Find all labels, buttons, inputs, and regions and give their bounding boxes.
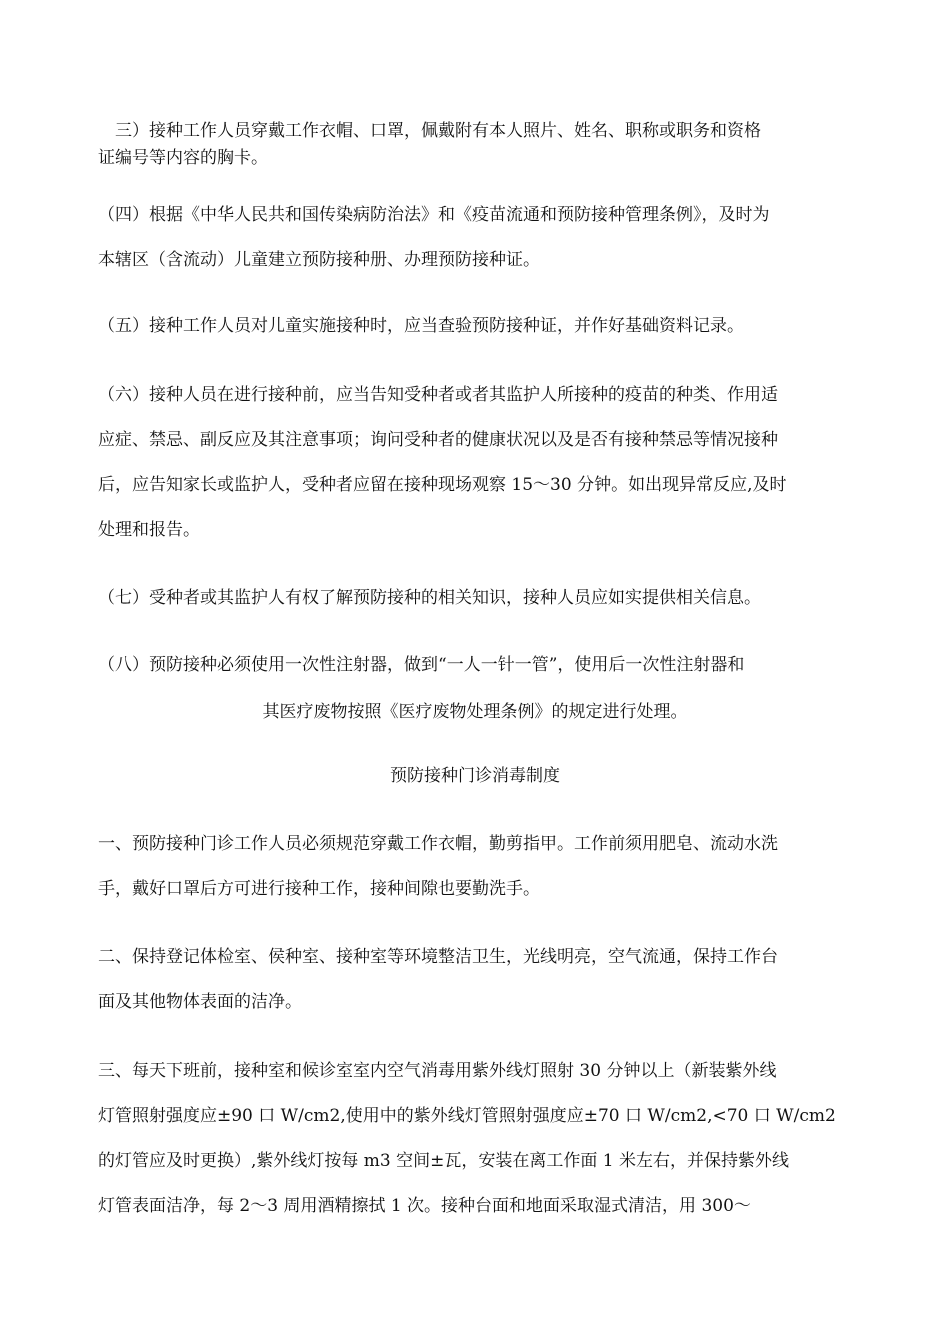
- text-line: （五）接种工作人员对儿童实施接种时，应当查验预防接种证，并作好基础资料记录。: [98, 316, 744, 336]
- paragraph-4: [98, 193, 868, 283]
- text-line: 应症、禁忌、副反应及其注意事项；询问受种者的健康状况以及是否有接种禁忌等情况接种: [98, 430, 778, 450]
- text-line: （七）受种者或其监护人有权了解预防接种的相关知识，接种人员应如实提供相关信息。: [98, 588, 761, 608]
- rule-item-2: [98, 935, 868, 1025]
- paragraph-8-continuation: 其医疗废物按照《医疗废物处理条例》的规定进行处理。: [262, 702, 688, 722]
- text-line: 的灯管应及时更换）,紫外线灯按每 m3 空间±瓦，安装在离工作面 1 米左右，并保持紫外线: [98, 1151, 790, 1171]
- text-line: 后，应告知家长或监护人，受种者应留在接种现场观察 15〜30 分钟。如出现异常反应,及时: [98, 475, 787, 495]
- text-line: （六）接种人员在进行接种前，应当告知受种者或者其监护人所接种的疫苗的种类、作用适: [98, 385, 778, 405]
- section-title: 预防接种门诊消毒制度: [390, 766, 560, 786]
- text-line: （八）预防接种必须使用一次性注射器，做到“一人一针一管”，使用后一次性注射器和: [98, 655, 745, 675]
- paragraph-5: [98, 304, 868, 349]
- text-line: 本辖区（含流动）儿童建立预防接种册、办理预防接种证。: [98, 250, 540, 270]
- text-line: 二、保持登记体检室、侯种室、接种室等环境整洁卫生，光线明亮，空气流通，保持工作台: [98, 947, 778, 967]
- text-line: 灯管表面洁净，每 2〜3 周用酒精擦拭 1 次。接种台面和地面采取湿式清洁，用 300〜: [98, 1196, 751, 1216]
- text-line: 证编号等内容的胸卡。: [98, 148, 268, 168]
- paragraph-6: [98, 373, 868, 553]
- paragraph-3: [98, 118, 868, 172]
- text-line: （四）根据《中华人民共和国传染病防治法》和《疫苗流通和预防接种管理条例》，及时为: [98, 205, 770, 225]
- text-line: 三）接种工作人员穿戴工作衣帽、口罩，佩戴附有本人照片、姓名、职称或职务和资格: [98, 121, 761, 141]
- rule-item-3: [98, 1049, 868, 1229]
- paragraph-8: [98, 652, 868, 679]
- text-line: 处理和报告。: [98, 520, 200, 540]
- text-line: 三、每天下班前，接种室和候诊室室内空气消毒用紫外线灯照射 30 分钟以上（新装紫外线: [98, 1061, 777, 1081]
- text-line: 手，戴好口罩后方可进行接种工作，接种间隙也要勤洗手。: [98, 879, 540, 899]
- rule-item-1: [98, 822, 868, 912]
- text-line: 面及其他物体表面的洁净。: [98, 992, 302, 1012]
- paragraph-7: [98, 576, 868, 621]
- text-line: 一、预防接种门诊工作人员必须规范穿戴工作衣帽，勤剪指甲。工作前须用肥皂、流动水洗: [98, 834, 778, 854]
- text-line: 灯管照射强度应±90 口 W/cm2,使用中的紫外线灯管照射强度应±70 口 W/cm2,<70 口 W/cm2: [98, 1106, 836, 1126]
